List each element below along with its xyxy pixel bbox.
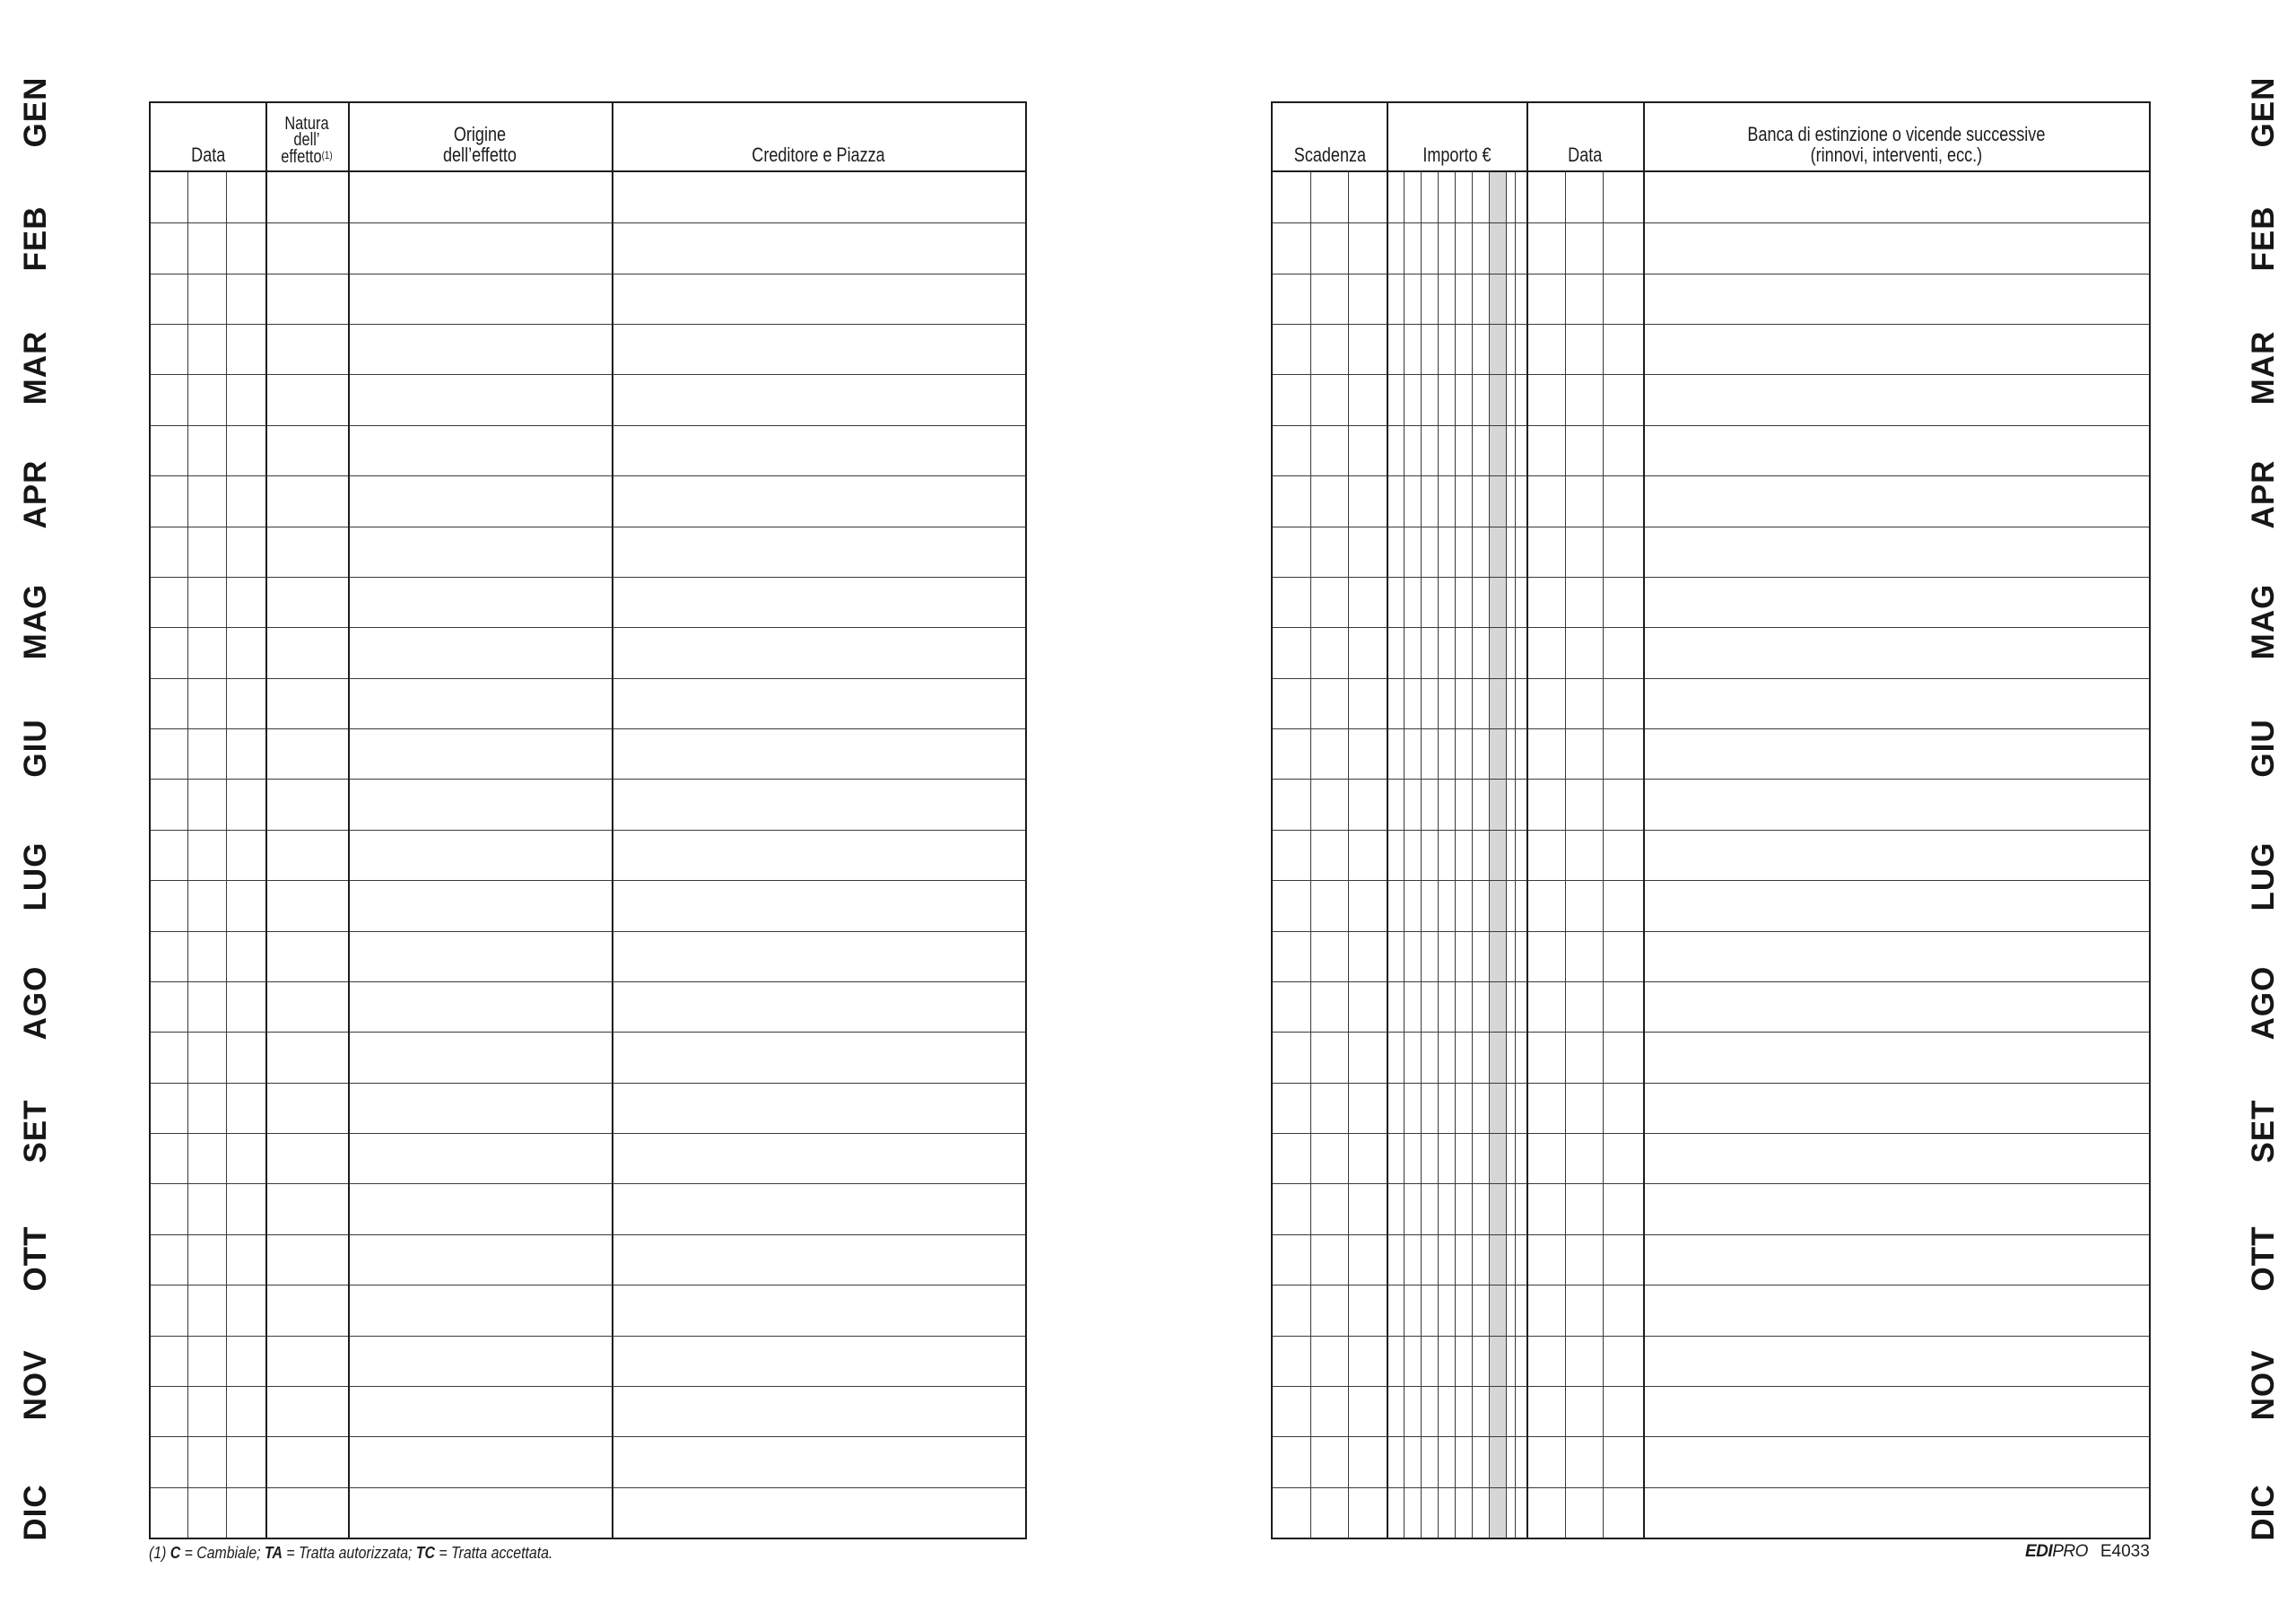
column-divider bbox=[612, 103, 613, 1538]
header-natura-line1: Natura bbox=[284, 113, 329, 134]
row-rule bbox=[151, 274, 1025, 275]
header-data bbox=[151, 103, 265, 170]
header-banca bbox=[1643, 103, 2149, 170]
month-label: MAG bbox=[2246, 583, 2281, 660]
row-rule bbox=[151, 475, 1025, 476]
logo-bold: EDI bbox=[2025, 1542, 2053, 1561]
month-label: AGO bbox=[18, 965, 53, 1041]
subcolumn-rule bbox=[1506, 172, 1507, 1538]
row-rule bbox=[151, 425, 1025, 426]
header-banca-line1: Banca di estinzione o vicende successive bbox=[1747, 122, 2045, 145]
subcolumn-rule bbox=[1565, 172, 1566, 1538]
row-rule bbox=[151, 1336, 1025, 1337]
column-divider bbox=[1643, 103, 1645, 1538]
row-rule bbox=[151, 627, 1025, 628]
row-rule bbox=[151, 1032, 1025, 1033]
month-label: OTT bbox=[18, 1225, 53, 1292]
month-label: FEB bbox=[2246, 205, 2281, 272]
header-importo-label: Importo € bbox=[1422, 144, 1492, 167]
header-importo bbox=[1387, 103, 1526, 170]
subcolumn-rule bbox=[1310, 172, 1311, 1538]
footnote-prefix: (1) bbox=[149, 1544, 170, 1562]
month-label: GIU bbox=[18, 719, 53, 778]
month-label: SET bbox=[18, 1099, 53, 1163]
subcolumn-rule bbox=[1515, 172, 1516, 1538]
month-label: MAG bbox=[18, 583, 53, 660]
row-rule bbox=[151, 1183, 1025, 1184]
month-label: AGO bbox=[2246, 965, 2281, 1041]
header-banca-line2: (rinnovi, interventi, ecc.) bbox=[1810, 144, 1982, 167]
row-rule bbox=[151, 1133, 1025, 1134]
row-rule bbox=[151, 1436, 1025, 1437]
header-natura-line2: dell’ bbox=[293, 130, 320, 151]
row-rule bbox=[151, 678, 1025, 679]
column-divider bbox=[348, 103, 350, 1538]
footnote bbox=[149, 1544, 552, 1563]
month-tabs-right bbox=[2228, 76, 2296, 1545]
row-rule bbox=[151, 577, 1025, 578]
month-label: OTT bbox=[2246, 1225, 2281, 1292]
month-label: SET bbox=[2246, 1099, 2281, 1163]
header-origine-line1: Origine bbox=[453, 122, 507, 145]
month-label: GIU bbox=[2246, 719, 2281, 778]
column-divider bbox=[265, 103, 267, 1538]
row-rule bbox=[151, 222, 1025, 223]
row-rule bbox=[151, 1234, 1025, 1235]
header-creditore-label: Creditore e Piazza bbox=[752, 144, 885, 167]
month-tabs-left bbox=[0, 76, 72, 1545]
subcolumn-rule bbox=[1472, 172, 1473, 1538]
header-natura bbox=[265, 103, 348, 170]
subcolumn-rule bbox=[1438, 172, 1439, 1538]
month-label: NOV bbox=[2246, 1349, 2281, 1421]
month-label: MAR bbox=[18, 330, 53, 405]
row-rule bbox=[151, 931, 1025, 932]
month-label: APR bbox=[2246, 459, 2281, 529]
row-rule bbox=[151, 728, 1025, 729]
month-label: MAR bbox=[2246, 330, 2281, 405]
header-scadenza-label: Scadenza bbox=[1293, 144, 1366, 167]
footnote-c-text: = Cambiale; bbox=[180, 1544, 265, 1562]
month-label: LUG bbox=[18, 841, 53, 911]
column-divider bbox=[1526, 103, 1528, 1538]
row-rule bbox=[151, 830, 1025, 831]
row-rule bbox=[151, 880, 1025, 881]
month-label: GEN bbox=[18, 76, 53, 148]
row-rule bbox=[151, 324, 1025, 325]
footnote-tc: TC bbox=[415, 1544, 435, 1562]
footnote-tc-text: = Tratta accettata. bbox=[434, 1544, 553, 1562]
table-header-left bbox=[151, 103, 1025, 172]
header-data-right-label: Data bbox=[1567, 144, 1603, 167]
header-creditore bbox=[612, 103, 1025, 170]
footnote-c: C bbox=[170, 1544, 181, 1562]
header-origine-line2: dell’effetto bbox=[443, 144, 517, 167]
subcolumn-rule bbox=[1489, 172, 1490, 1538]
ledger-table-left bbox=[149, 101, 1027, 1539]
month-label: FEB bbox=[18, 205, 53, 272]
subcolumn-rule bbox=[1348, 172, 1349, 1538]
subcolumn-rule bbox=[1603, 172, 1604, 1538]
subcolumn-rule bbox=[226, 172, 227, 1538]
brand-mark bbox=[2025, 1542, 2150, 1562]
row-rule bbox=[151, 374, 1025, 375]
subcolumn-rule bbox=[1404, 172, 1405, 1538]
logo-thin: PRO bbox=[2052, 1542, 2088, 1561]
subcolumn-rule bbox=[1421, 172, 1422, 1538]
row-rule bbox=[151, 981, 1025, 982]
month-label: DIC bbox=[18, 1484, 53, 1541]
month-label: NOV bbox=[18, 1349, 53, 1421]
row-rule bbox=[151, 1386, 1025, 1387]
row-rule bbox=[151, 1083, 1025, 1084]
row-rule bbox=[151, 779, 1025, 780]
subcolumn-rule bbox=[187, 172, 188, 1538]
header-scadenza bbox=[1273, 103, 1387, 170]
table-header-right bbox=[1273, 103, 2149, 172]
product-code: E4033 bbox=[2100, 1542, 2150, 1561]
header-data-right bbox=[1526, 103, 1643, 170]
month-label: LUG bbox=[2246, 841, 2281, 911]
footnote-ta-text: = Tratta autorizzata; bbox=[282, 1544, 416, 1562]
month-label: GEN bbox=[2246, 76, 2281, 148]
row-rule bbox=[151, 1487, 1025, 1488]
footnote-ta: TA bbox=[264, 1544, 283, 1562]
header-origine bbox=[348, 103, 612, 170]
footnote-marker: (1) bbox=[321, 148, 333, 161]
month-label: DIC bbox=[2246, 1484, 2281, 1541]
header-data-label: Data bbox=[190, 144, 226, 167]
subcolumn-rule bbox=[1455, 172, 1456, 1538]
cents-shading bbox=[1489, 172, 1506, 1538]
month-label: APR bbox=[18, 459, 53, 529]
edipro-logo bbox=[2025, 1542, 2088, 1561]
header-natura-line3: effetto bbox=[281, 146, 322, 167]
column-divider bbox=[1387, 103, 1388, 1538]
ledger-table-right bbox=[1271, 101, 2151, 1539]
